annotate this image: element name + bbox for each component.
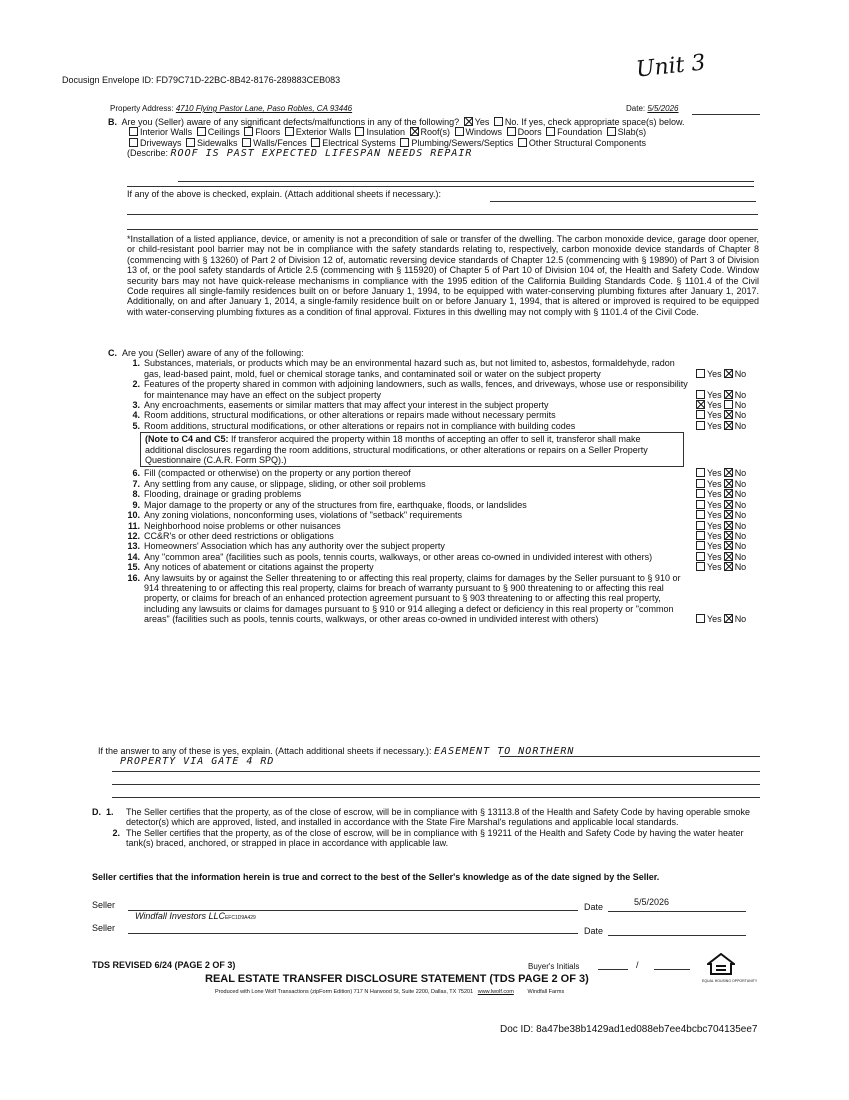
no-label: No	[734, 614, 747, 625]
section-c-item	[108, 421, 762, 431]
no-checkbox[interactable]	[724, 531, 733, 540]
section-b-row2	[108, 138, 754, 148]
section-c-item-text: Features of the property shared in common with adjoining landowners, such as walls, fences, and driveways, whose use or responsibility for maintenance may have an effect on the subject property	[144, 379, 688, 400]
yes-label: Yes	[707, 562, 722, 573]
no-label: No	[734, 389, 747, 400]
section-d-item1-text: The Seller certifies that the property, as of the close of escrow, will be in compliance with § 13113.8 of the Health and Safety Code by having operable smoke detector(s) which are approved, listed, and installed in accordance with the State Fire Marshal's regulations and applicable local standards.	[126, 807, 751, 828]
checkbox-windows[interactable]	[455, 127, 464, 136]
label-sidewalks: Sidewalks	[197, 137, 238, 148]
yes-label: Yes	[707, 489, 722, 500]
section-c-intro-text: Are you (Seller) aware of any of the following:	[122, 348, 304, 358]
section-d-item1-num: 1.	[106, 807, 114, 817]
section-c-item	[108, 410, 762, 420]
yes-label: Yes	[707, 541, 722, 552]
yes-checkbox[interactable]	[696, 614, 705, 623]
section-c-item-number: 6.	[132, 468, 140, 479]
yes-label: Yes	[707, 499, 722, 510]
label-slabs: Slab(s)	[617, 127, 647, 138]
section-b-question	[108, 117, 754, 127]
section-c-item	[108, 400, 762, 410]
yes-checkbox[interactable]	[696, 468, 705, 477]
checkbox-insulation[interactable]	[355, 127, 364, 136]
yes-label: Yes	[707, 614, 722, 625]
section-c-item-yes-no	[694, 468, 762, 478]
no-label: No	[734, 520, 747, 531]
footer-title: REAL ESTATE TRANSFER DISCLOSURE STATEMENT (TDS PAGE 2 OF 3)	[205, 973, 589, 985]
label-walls-fences: Walls/Fences	[253, 137, 307, 148]
section-c-item-yes-no	[694, 410, 762, 420]
section-c-item-text: Any "common area" (facilities such as pools, tennis courts, walkways, or other areas co-owned in undivided interest with others)	[144, 551, 653, 562]
no-checkbox[interactable]	[724, 468, 733, 477]
section-b-yes-checkbox[interactable]	[464, 117, 473, 126]
yes-checkbox[interactable]	[696, 510, 705, 519]
no-checkbox[interactable]	[724, 521, 733, 530]
yes-label: Yes	[707, 410, 722, 421]
section-c-item-yes-no	[694, 390, 762, 400]
label-windows: Windows	[465, 127, 503, 138]
section-c-item-text: Any notices of abatement or citations against the property	[144, 562, 374, 573]
checkbox-driveways[interactable]	[129, 138, 138, 147]
section-c-intro	[108, 348, 762, 358]
yes-checkbox[interactable]	[696, 390, 705, 399]
footer-produced-farm: Windfall Farms	[527, 989, 565, 995]
section-c-item-number: 8.	[132, 489, 140, 500]
section-d-item1	[92, 807, 752, 828]
yes-checkbox[interactable]	[696, 552, 705, 561]
section-c-item-text: Flooding, drainage or grading problems	[144, 489, 302, 500]
no-label: No	[734, 468, 747, 479]
checkbox-slabs[interactable]	[607, 127, 616, 136]
label-foundation: Foundation	[557, 127, 603, 138]
section-c-item-yes-no	[694, 531, 762, 541]
section-c-item-number: 12.	[127, 530, 140, 541]
yes-checkbox[interactable]	[696, 500, 705, 509]
yes-label: Yes	[707, 530, 722, 541]
section-c-item-yes-no	[694, 421, 762, 431]
seller-label-2: Seller	[92, 923, 116, 933]
no-label: No	[734, 478, 747, 489]
section-b-letter: B.	[108, 117, 117, 127]
section-c-item-text: Room additions, structural modifications, or other alterations or repairs made without necessary permits	[144, 410, 556, 421]
no-checkbox[interactable]	[724, 552, 733, 561]
no-label: No	[734, 530, 747, 541]
section-d-letter: D.	[92, 807, 101, 817]
property-address	[110, 104, 352, 113]
label-doors: Doors	[517, 127, 542, 138]
label-insulation: Insulation	[366, 127, 405, 138]
section-c-item-yes-no	[694, 489, 762, 499]
section-c-item-yes-no	[694, 510, 762, 520]
section-c-item-number: 3.	[132, 400, 140, 411]
buyers-initials	[528, 962, 579, 971]
section-c-item-yes-no	[694, 369, 762, 379]
section-c-item-yes-no	[694, 541, 762, 551]
no-checkbox[interactable]	[724, 489, 733, 498]
section-c-item	[108, 479, 762, 489]
no-checkbox[interactable]	[724, 500, 733, 509]
footer-produced-url[interactable]: www.lwolf.com	[477, 989, 514, 995]
no-label: No	[734, 489, 747, 500]
section-c-item-text: Major damage to the property or any of the structures from fire, earthquake, floods, or landslides	[144, 499, 527, 510]
equal-housing-text: EQUAL HOUSING OPPORTUNITY	[702, 979, 758, 983]
section-c-item-yes-no	[694, 562, 762, 572]
date-label-1: Date	[584, 902, 604, 912]
yes-checkbox[interactable]	[696, 562, 705, 571]
date-label-2: Date	[584, 926, 604, 936]
note-c4-c5	[140, 432, 684, 467]
section-c-item	[108, 531, 762, 541]
label-ceilings: Ceilings	[207, 127, 240, 138]
section-c-item-yes-no	[694, 500, 762, 510]
checkbox-walls-fences[interactable]	[242, 138, 251, 147]
section-b-no-checkbox[interactable]	[494, 117, 503, 126]
yes-checkbox[interactable]	[696, 489, 705, 498]
section-c-item	[108, 468, 762, 478]
property-address-value: 4710 Flying Pastor Lane, Paso Robles, CA 93446	[175, 104, 353, 113]
label-exterior-walls: Exterior Walls	[295, 127, 351, 138]
section-c-item-number: 10.	[127, 510, 140, 521]
buyers-initials-label: Buyer's Initials	[528, 962, 580, 971]
checkbox-electrical[interactable]	[311, 138, 320, 147]
no-label: No	[734, 562, 747, 573]
section-c-item-number: 15.	[127, 562, 140, 573]
section-c-item	[108, 358, 762, 379]
label-driveways: Driveways	[140, 137, 182, 148]
footer-produced-text: Produced with Lone Wolf Transactions (zipForm Edition) 717 N Harwood St, Suite 2200, Dallas, TX 75201	[215, 989, 474, 995]
section-b-no-label: No. If yes, check appropriate space(s) below.	[504, 117, 685, 127]
section-b-row1	[108, 127, 754, 137]
property-address-label: Property Address:	[110, 104, 174, 113]
section-c-item	[108, 541, 762, 551]
section-c-item-text: Substances, materials, or products which may be an environmental hazard such as, but not limited to, asbestos, formaldehyde, radon gas, lead-based paint, mold, fuel or chemical storage tanks, and contaminated soil or water on the subject property	[144, 358, 675, 379]
checkbox-roofs[interactable]	[410, 127, 419, 136]
section-c-item	[108, 489, 762, 499]
yes-label: Yes	[707, 389, 722, 400]
checkbox-interior-walls[interactable]	[129, 127, 138, 136]
section-c-item-yes-no	[694, 614, 762, 624]
section-c-explain-value1[interactable]: EASEMENT TO NORTHERN	[434, 746, 575, 757]
section-c-item	[108, 510, 762, 520]
seller-label-1: Seller	[92, 900, 116, 910]
section-c-item-number: 11.	[127, 520, 140, 531]
no-label: No	[734, 551, 747, 562]
section-d-item2	[92, 828, 752, 849]
no-checkbox[interactable]	[724, 614, 733, 623]
section-c-item-text: Any encroachments, easements or similar matters that may affect your interest in the subject property	[144, 400, 549, 411]
no-checkbox[interactable]	[724, 479, 733, 488]
unit-handwritten-note: Unit 3	[634, 50, 707, 83]
section-c-explain-label: If the answer to any of these is yes, explain. (Attach additional sheets if necessary.):	[98, 746, 432, 756]
yes-checkbox[interactable]	[696, 531, 705, 540]
section-d-item2-num: 2.	[112, 827, 120, 838]
section-c-item-number: 4.	[132, 410, 140, 421]
section-c-item-text: Any zoning violations, nonconforming uses, violations of "setback" requirements	[144, 510, 463, 521]
installation-note-text: *Installation of a listed appliance, device, or amenity is not a precondition of sale or transfer of the dwelling. The carbon monoxide device, garage door opener, or child-resistant pool barrier may not be in compliance with the safety standards relating to, respectively, carbon monoxide device standards of Chapter 8 (commencing with § 13260) of Part 2 of Division 12 of, automatic reversing device standards of Chapter 12.5 (commencing with § 19890) of Part 3 of Division 13 of, or the pool safety standards of Article 2.5 (commencing with § 115920) of Chapter 5 of Part 10 of Division 104 of, the Health and Safety Code. Window security bars may not have quick-release mechanisms in compliance with the 1995 edition of the California Building Standards Code. § 1101.4 of the Civil Code requires all single-family residences built on or before January 1, 1994, to be equipped with water-conserving plumbing fixtures after January 1, 2017. Additionally, on and after January 1, 2014, a single-family residence built on or before January 1, 1994, that is altered or improved is required to be equipped with water-conserving plumbing fixtures as a condition of final approval. Fixtures in this dwelling may not comply with § 1101.4 of the Civil Code.	[127, 234, 759, 317]
footer-revised: TDS REVISED 6/24 (PAGE 2 OF 3)	[92, 960, 236, 970]
checkbox-floors[interactable]	[244, 127, 253, 136]
envelope-id: Docusign Envelope ID: FD79C71D-22BC-8B42-8176-289883CEB083	[62, 75, 341, 85]
no-label: No	[734, 499, 747, 510]
yes-checkbox[interactable]	[696, 400, 705, 409]
section-c-item-number: 14.	[127, 551, 140, 562]
yes-label: Yes	[707, 510, 722, 521]
section-c-item-text: Homeowners' Association which has any authority over the subject property	[144, 541, 445, 552]
describe-value[interactable]: ROOF IS PAST EXPECTED LIFESPAN NEEDS REPAIR	[170, 148, 473, 160]
section-b	[108, 117, 754, 160]
no-checkbox[interactable]	[724, 410, 733, 419]
section-c-item-number: 5.	[132, 420, 140, 431]
section-c-item	[108, 379, 762, 400]
header-date-value: 5/5/2026	[647, 104, 679, 113]
no-label: No	[734, 541, 747, 552]
label-interior-walls: Interior Walls	[140, 127, 193, 138]
yes-checkbox[interactable]	[696, 369, 705, 378]
no-checkbox[interactable]	[724, 562, 733, 571]
section-b-describe	[108, 148, 754, 159]
installation-note	[127, 234, 759, 317]
section-c-item	[108, 500, 762, 510]
yes-label: Yes	[707, 400, 722, 411]
label-electrical: Electrical Systems	[322, 137, 396, 148]
no-checkbox[interactable]	[724, 421, 733, 430]
footer-produced	[215, 989, 564, 995]
section-c	[108, 348, 762, 625]
label-other-structural: Other Structural Components	[528, 137, 646, 148]
section-c-item-text: Any settling from any cause, or slippage, sliding, or other soil problems	[144, 478, 426, 489]
yes-label: Yes	[707, 478, 722, 489]
section-c-item-text: Any lawsuits by or against the Seller threatening to or affecting this real property, claims for damages by the Seller pursuant to § 910 or 914 threatening to or affecting this real property, claims for breach of warranty pursuant to § 900 threatening to or affecting this real property, or claims for breach of an enhanced protection agreement pursuant to § 903 threatening to or affecting this real property, including any lawsuits or claims for damages pursuant to § 910 or 914 alleging a defect or deficiency in this real property or "common areas" (facilities such as pools, tennis courts, walkways, or other areas co-owned in undivided interest with others)	[144, 572, 681, 625]
section-c-item-number: 7.	[132, 478, 140, 489]
section-c-item-number: 1.	[132, 358, 140, 369]
no-checkbox[interactable]	[724, 369, 733, 378]
section-c-item-text: Room additions, structural modifications, or other alterations or repairs not in compliance with building codes	[144, 420, 576, 431]
yes-checkbox[interactable]	[696, 410, 705, 419]
equal-housing-icon	[707, 953, 735, 977]
checkbox-plumbing[interactable]	[400, 138, 409, 147]
checkbox-doors[interactable]	[507, 127, 516, 136]
yes-checkbox[interactable]	[696, 521, 705, 530]
yes-label: Yes	[707, 420, 722, 431]
date-value-1: 5/5/2026	[634, 897, 670, 907]
section-d-item2-text: The Seller certifies that the property, as of the close of escrow, will be in compliance with § 19211 of the Health and Safety Code by having the water heater tank(s) braced, anchored, or strapped in place in accordance with applicable law.	[126, 827, 744, 849]
no-label: No	[734, 410, 747, 421]
seller-name-text: Windfall Investors LLC	[135, 911, 225, 921]
section-c-item	[108, 552, 762, 562]
note-c4-c5-heading: (Note to C4 and C5:	[145, 434, 229, 445]
checkbox-exterior-walls[interactable]	[285, 127, 294, 136]
no-checkbox[interactable]	[724, 510, 733, 519]
no-label: No	[734, 400, 747, 411]
yes-label: Yes	[707, 368, 722, 379]
yes-checkbox[interactable]	[696, 541, 705, 550]
label-roofs: Roof(s)	[420, 127, 451, 138]
section-c-item-text: CC&R's or other deed restrictions or obligations	[144, 530, 334, 541]
yes-label: Yes	[707, 468, 722, 479]
initials-slash: /	[636, 960, 639, 970]
no-label: No	[734, 368, 747, 379]
doc-id: Doc ID: 8a47be38b1429ad1ed088eb7ee4bcbc704135ee7	[500, 1024, 758, 1035]
section-c-item	[108, 562, 762, 572]
section-b-explain: If any of the above is checked, explain. (Attach additional sheets if necessary.):	[127, 189, 442, 199]
section-d	[92, 807, 752, 849]
no-checkbox[interactable]	[724, 390, 733, 399]
no-label: No	[734, 510, 747, 521]
seller-certification: Seller certifies that the information herein is true and correct to the best of the Seller's knowledge as of the date signed by the Seller.	[92, 872, 660, 882]
section-c-item	[108, 573, 762, 625]
yes-label: Yes	[707, 520, 722, 531]
no-label: No	[734, 420, 747, 431]
checkbox-foundation[interactable]	[546, 127, 555, 136]
section-c-explain-value2[interactable]: PROPERTY VIA GATE 4 RD	[120, 756, 275, 768]
seller-signature-id: EFC1D9A429	[224, 915, 256, 921]
yes-checkbox[interactable]	[696, 421, 705, 430]
yes-checkbox[interactable]	[696, 479, 705, 488]
section-c-item-yes-no	[694, 552, 762, 562]
label-floors: Floors	[255, 127, 281, 138]
seller-name	[135, 911, 256, 921]
section-c-item-yes-no	[694, 400, 762, 410]
section-c-item-number: 2.	[132, 379, 140, 390]
section-b-yes-label: Yes	[474, 117, 490, 127]
section-c-items	[108, 358, 762, 624]
no-checkbox[interactable]	[724, 400, 733, 409]
section-c-item	[108, 521, 762, 531]
describe-label: (Describe:	[127, 148, 169, 159]
section-b-question-text: Are you (Seller) aware of any significant defects/malfunctions in any of the following?	[121, 117, 460, 127]
section-c-item-text: Neighborhood noise problems or other nuisances	[144, 520, 341, 531]
section-c-item-yes-no	[694, 479, 762, 489]
section-c-item-yes-no	[694, 521, 762, 531]
yes-label: Yes	[707, 551, 722, 562]
checkbox-sidewalks[interactable]	[186, 138, 195, 147]
checkbox-ceilings[interactable]	[197, 127, 206, 136]
section-c-item-number: 9.	[132, 499, 140, 510]
checkbox-other-structural[interactable]	[518, 138, 527, 147]
header-date	[626, 104, 679, 113]
note-c4-c5-text: If transferor acquired the property within 18 months of accepting an offer to sell it, transferor shall make additional disclosures regarding the room additions, structural modifications, or other alterations or repairs on a Seller Property Questionnaire (C.A.R. Form SPQ).)	[145, 434, 648, 466]
header-date-label: Date:	[626, 104, 646, 113]
section-c-item-text: Fill (compacted or otherwise) on the property or any portion thereof	[144, 468, 411, 479]
no-checkbox[interactable]	[724, 541, 733, 550]
section-c-item-number: 16.	[127, 572, 140, 583]
section-c-letter: C.	[108, 348, 117, 358]
label-plumbing: Plumbing/Sewers/Septics	[411, 137, 514, 148]
section-c-item-number: 13.	[127, 541, 140, 552]
